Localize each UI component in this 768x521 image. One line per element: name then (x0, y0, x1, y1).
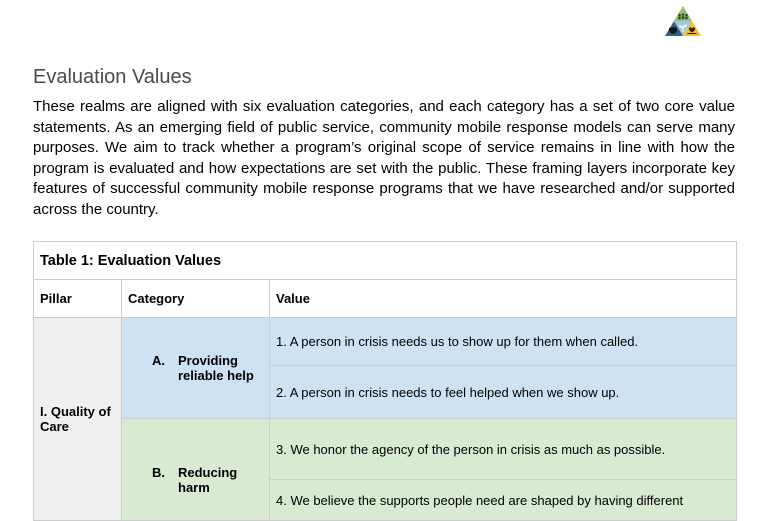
table-caption: Table 1: Evaluation Values (34, 242, 737, 280)
table-caption-row (34, 242, 737, 280)
category-name: Providing reliable help (178, 353, 254, 383)
table-header-row (34, 280, 737, 318)
pillar-cell: I. Quality of Care (34, 318, 122, 521)
value-cell: 3. We honor the agency of the person in crisis as much as possible. (270, 419, 737, 480)
table-row (34, 318, 737, 366)
people-icon (678, 13, 688, 19)
intro-paragraph: These realms are aligned with six evaluation categories, and each category has a set of two core value statements. As an emerging field of public service, community mobile response models can serve many purposes. We aim to track whether a program’s original scope of service remains in line with how the program is evaluated and how expectations are set with the public. These framing layers incorporate key features of successful community mobile response programs that we have researched and/or supported across the country. (33, 98, 735, 218)
category-cell-a (122, 318, 270, 419)
category-letter: B. (152, 465, 165, 480)
header-pillar: Pillar (34, 280, 122, 318)
header-value: Value (270, 280, 737, 318)
section-heading: Evaluation Values (33, 66, 192, 88)
header-category: Category (122, 280, 270, 318)
table-row (34, 419, 737, 480)
category-letter: A. (152, 353, 165, 368)
value-cell: 2. A person in crisis needs to feel helped when we show up. (270, 366, 737, 419)
category-name: Reducing harm (178, 465, 238, 495)
organization-logo (660, 4, 706, 50)
category-cell-b (122, 419, 270, 521)
evaluation-values-table (33, 241, 737, 521)
value-cell: 1. A person in crisis needs us to show up for them when called. (270, 318, 737, 366)
value-cell: 4. We believe the supports people need are shaped by having different (270, 480, 737, 521)
